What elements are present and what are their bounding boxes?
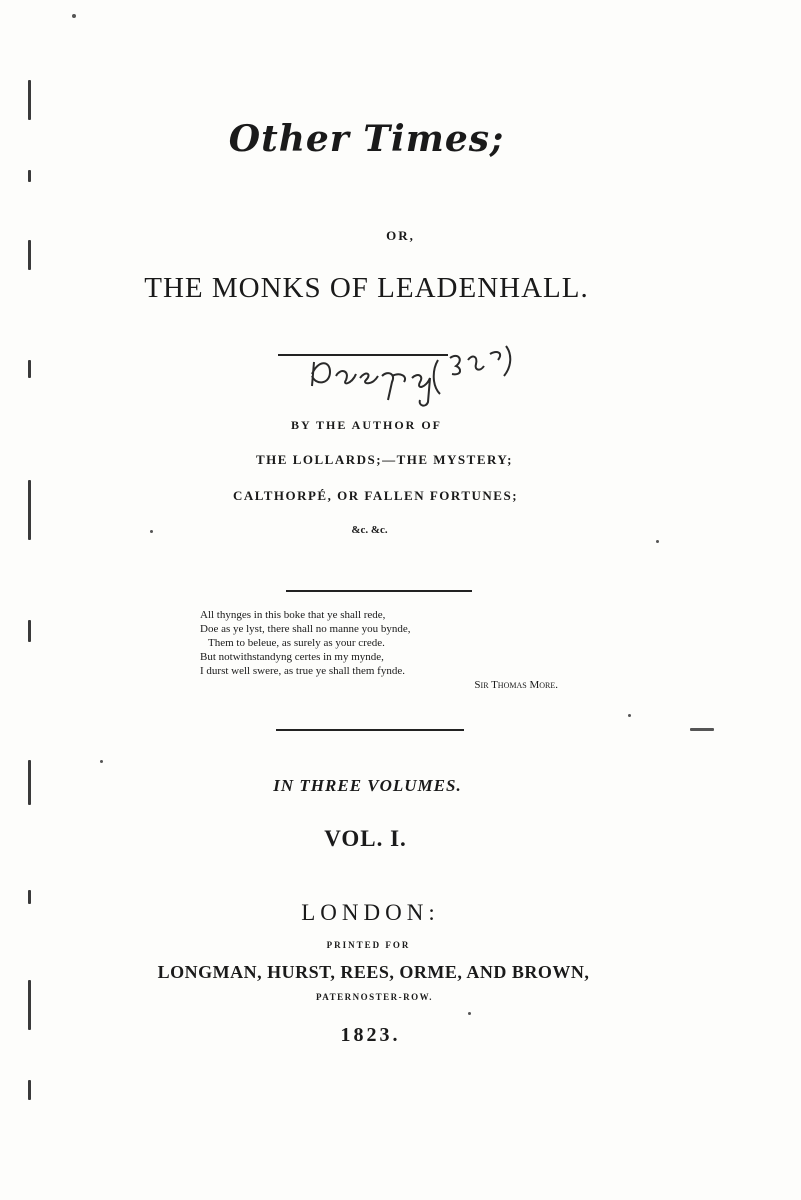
publisher-address: PATERNOSTER-ROW. xyxy=(315,992,434,1002)
previous-works-line-1: THE LOLLARDS;—THE MYSTERY; xyxy=(256,452,513,467)
epigraph-line: Them to beleue, as surely as your crede. xyxy=(208,637,385,649)
epigraph-line: Doe as ye lyst, there shall no manne you bynde, xyxy=(200,623,411,635)
book-subtitle: THE MONKS OF LEADENHALL. xyxy=(144,272,589,304)
epigraph-attribution: Sir Thomas More. xyxy=(474,679,558,691)
volume-count: IN THREE VOLUMES. xyxy=(273,776,462,795)
ink-speck xyxy=(100,760,103,763)
publication-city: LONDON: xyxy=(301,900,440,925)
previous-works-line-2: CALTHORPÉ, OR FALLEN FORTUNES; xyxy=(232,488,519,503)
epigraph-line: I durst well swere, as true ye shall them fynde. xyxy=(200,665,405,677)
byline: BY THE AUTHOR OF xyxy=(290,418,443,432)
ink-speck xyxy=(656,540,659,543)
publication-year: 1823. xyxy=(340,1024,401,1046)
ink-speck xyxy=(72,14,76,18)
epigraph xyxy=(200,608,560,692)
volume-number: VOL. I. xyxy=(324,826,407,851)
handwritten-signature xyxy=(300,330,560,410)
publisher: LONGMAN, HURST, REES, ORME, AND BROWN, xyxy=(157,962,590,982)
ink-speck xyxy=(628,714,631,717)
divider-rule xyxy=(276,729,464,731)
book-title: Other Times; xyxy=(228,118,505,160)
printed-for: PRINTED FOR xyxy=(326,940,411,950)
divider-rule xyxy=(286,590,472,592)
ink-speck xyxy=(468,1012,471,1015)
epigraph-line: All thynges in this boke that ye shall rede, xyxy=(200,609,386,621)
etcetera: &c. &c. xyxy=(351,524,388,536)
epigraph-line: But notwithstandyng certes in my mynde, xyxy=(200,651,384,663)
ink-speck xyxy=(690,728,714,731)
title-connector: OR, xyxy=(386,228,415,243)
